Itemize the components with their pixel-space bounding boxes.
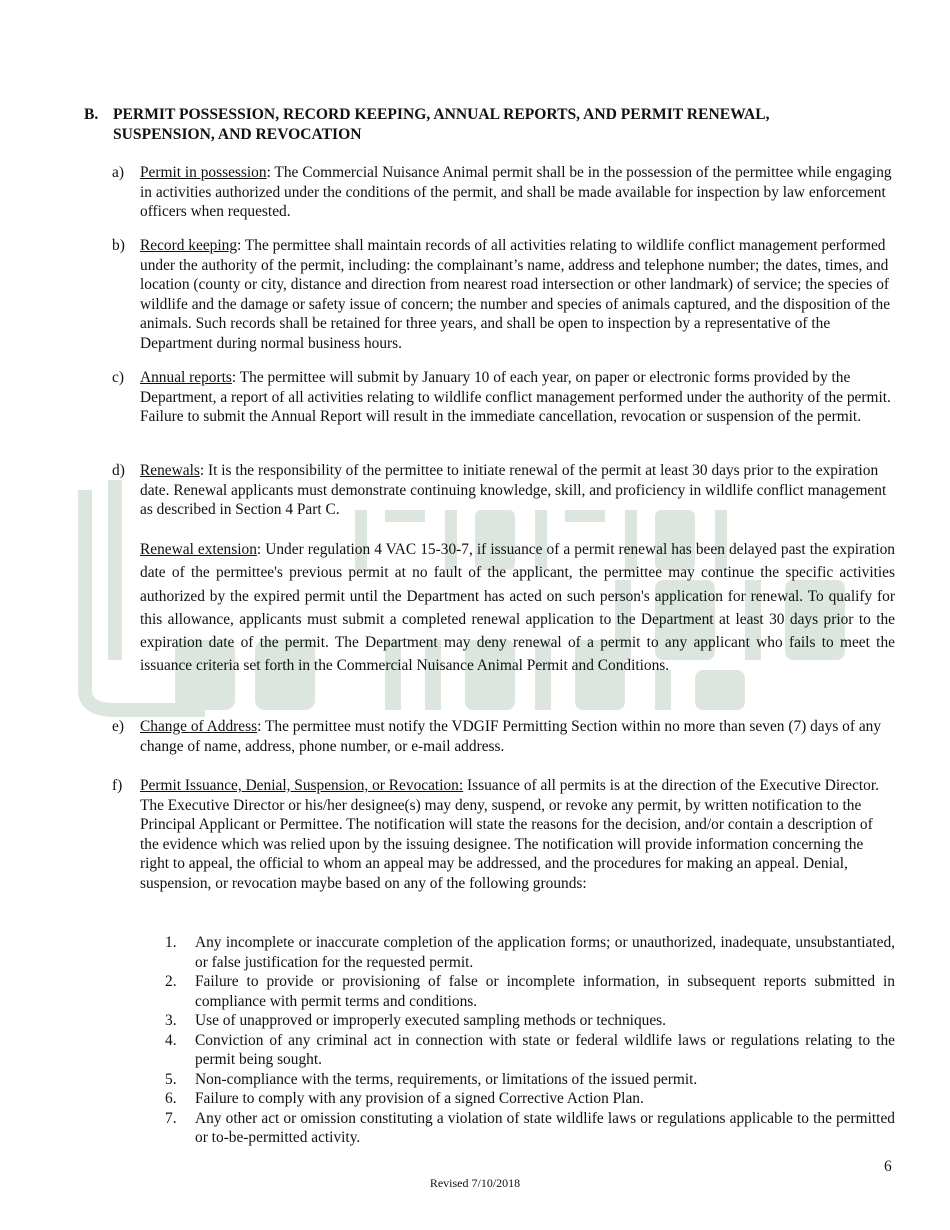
item-marker: f) <box>112 777 123 794</box>
item-heading: Record keeping <box>140 237 238 254</box>
item-heading: Permit Issuance, Denial, Suspension, or Revocation: <box>140 777 464 794</box>
item-body: The permittee will submit by January 10 of each year, on paper or electronic forms provided by the Department, a report of all activities relating to wildlife conflict management performed under the authority of the permit. Failure to submit the Annual Report will result in the immediate cancellation, revocation or suspension of the permit. <box>140 369 891 425</box>
section-letter: B. <box>84 106 99 123</box>
item-heading: Permit in possession <box>140 164 267 181</box>
item-e-change-of-address <box>112 717 895 756</box>
item-marker: c) <box>112 369 124 386</box>
item-heading: Renewals <box>140 462 200 479</box>
list-item <box>165 1031 895 1070</box>
grounds-list <box>165 933 895 1148</box>
item-body: The permittee must notify the VDGIF Permitting Section within no more than seven (7) days of any change of name, address, phone number, or e-mail address. <box>140 718 882 755</box>
list-text: Failure to comply with any provision of a signed Corrective Action Plan. <box>195 1090 644 1107</box>
revision-footer: Revised 7/10/2018 <box>429 1176 521 1190</box>
item-heading-sep: : <box>237 237 242 254</box>
item-marker: a) <box>112 164 124 181</box>
list-item <box>165 1109 895 1148</box>
list-number: 2. <box>165 973 177 990</box>
item-heading-sep: : <box>199 462 205 479</box>
renewal-extension-paragraph <box>140 538 895 678</box>
section-heading <box>84 105 874 144</box>
list-number: 1. <box>165 934 177 951</box>
list-number: 4. <box>165 1031 177 1049</box>
renewal-extension-sep: : <box>256 541 262 558</box>
item-heading: Change of Address <box>140 718 258 735</box>
list-number: 6. <box>165 1090 177 1107</box>
item-body: It is the responsibility of the permittee to initiate renewal of the permit at least 30 days prior to the expiration date. Renewal applicants must demonstrate continuing knowledge, skill, and proficiency in wildlife conflict management as described in Section 4 Part C. <box>140 462 887 518</box>
list-text: Use of unapproved or improperly executed sampling methods or techniques. <box>195 1012 666 1029</box>
list-text: Failure to provide or provisioning of false or incomplete information, in subsequent reports submitted in compliance with permit terms and conditions. <box>195 973 895 1010</box>
item-body: Issuance of all permits is at the direction of the Executive Director. The Executive Director or his/her designee(s) may deny, suspend, or revoke any permit, by written notification to the Principal Applicant or Permittee. The notification will state the reasons for the decision, and/or contain a description of the evidence which was relied upon by the issuing designee. The notification will provide information concerning the right to appeal, the official to whom an appeal may be addressed, and the procedures for making an appeal. Denial, suspension, or revocation maybe based on any of the following grounds: <box>140 777 879 892</box>
item-body: The Commercial Nuisance Animal permit shall be in the possession of the permittee while engaging in activities authorized under the conditions of the permit, and shall be made available for inspection by law enforcement officers when requested. <box>140 164 892 220</box>
list-text: Non-compliance with the terms, requirements, or limitations of the issued permit. <box>195 1070 698 1088</box>
item-heading-sep: : <box>257 718 262 735</box>
item-b-record-keeping <box>112 236 895 353</box>
item-c-annual-reports <box>112 368 895 427</box>
item-marker: d) <box>112 462 125 479</box>
list-item <box>165 933 895 972</box>
list-number: 7. <box>165 1109 177 1127</box>
renewal-extension-body: Under regulation 4 VAC 15-30-7, if issuance of a permit renewal has been delayed past the expiration date of the permittee's previous permit at no fault of the applicant, the permittee may continue the specific activities authorized by the expired permit until the Department has acted on such person's application for renewal. To qualify for this allowance, applicants must submit a completed renewal application to the Department at least 30 days prior to the expiration date of the permit. The Department may deny renewal of a permit to any applicant who fails to meet the issuance criteria set forth in the Commercial Nuisance Animal Permit and Conditions. <box>140 541 895 675</box>
item-heading: Annual reports <box>140 369 232 386</box>
item-marker: b) <box>112 237 125 254</box>
item-marker: e) <box>112 718 124 735</box>
item-f-permit-issuance <box>112 776 895 893</box>
list-item <box>165 1089 895 1109</box>
list-text: Any incomplete or inaccurate completion of the application forms; or unauthorized, inadequate, unsubstantiated, or false justification for the requested permit. <box>195 934 895 971</box>
item-body: The permittee shall maintain records of all activities relating to wildlife conflict management performed under the authority of the permit, including: the complainant’s name, address and telephone number; the dates, times, and location (county or city, distance and direction from nearest road intersection or other landmark) of service; the species of wildlife and the damage or safety issue of concern; the number and species of animals captured, and the disposition of the animals. Such records shall be retained for three years, and shall be open to inspection by a representative of the Department during normal business hours. <box>140 237 891 352</box>
item-a-permit-in-possession <box>112 163 895 222</box>
renewal-extension-heading: Renewal extension <box>140 541 257 558</box>
item-heading-sep: : <box>231 369 237 386</box>
list-item <box>165 1070 895 1090</box>
list-item <box>165 1011 895 1031</box>
list-text: Conviction of any criminal act in connection with state or federal wildlife laws or regulations relating to the permit being sought. <box>195 1031 895 1068</box>
item-d-renewals <box>112 461 895 520</box>
list-text: Any other act or omission constituting a violation of state wildlife laws or regulations applicable to the permitted or to-be-permitted activity. <box>195 1109 895 1146</box>
list-number: 3. <box>165 1012 177 1029</box>
item-heading-sep: : <box>266 164 271 181</box>
list-number: 5. <box>165 1070 177 1088</box>
page-number: 6 <box>884 1158 892 1175</box>
section-title: PERMIT POSSESSION, RECORD KEEPING, ANNUAL REPORTS, AND PERMIT RENEWAL, SUSPENSION, AND REVOCATION <box>113 106 770 143</box>
list-item <box>165 972 895 1011</box>
